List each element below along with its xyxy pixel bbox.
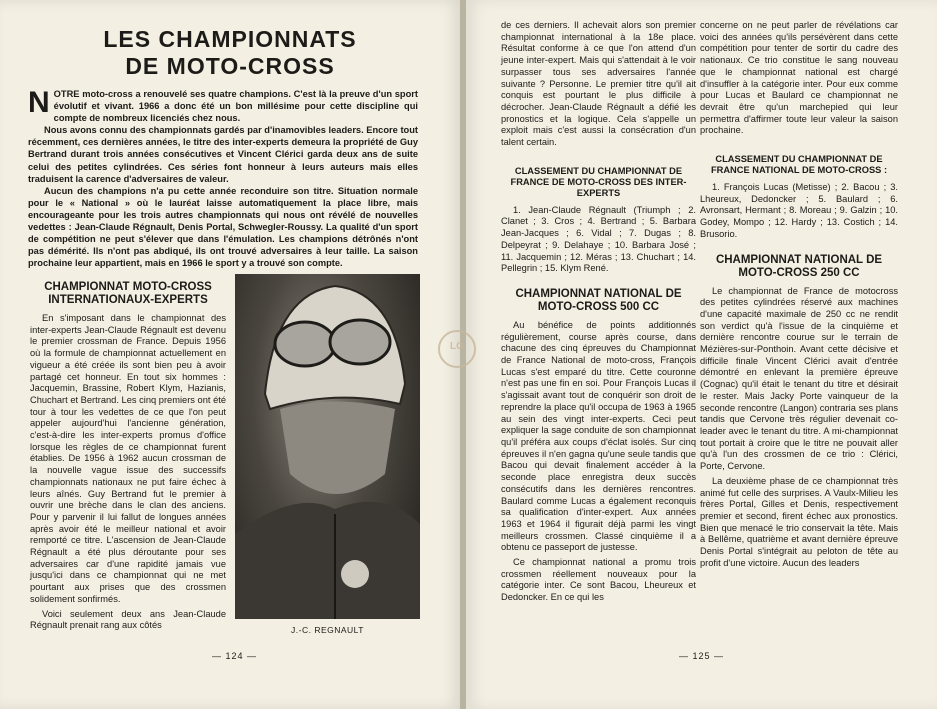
classement-inter-experts-heading: CLASSEMENT DU CHAMPIONNAT DE FRANCE DE MOTO-CROSS DES INTER-EXPERTS	[510, 165, 687, 198]
col1-paragraph-1: de ces derniers. Il achevait alors son premier championnat international à la 18e place. Résultat conforme à ce que l'on attend d'un jeune inter-expert. Mais qui s'attendait à le voir surpasser tous ses adversaires l'année suivante ? Personne. Le premier titre qu'il ait conquis est pourtant le plus difficile à décrocher. Jean-Claude Régnault a défié les pronostics et la logique. Cela s'appelle un exploit mais c'est aussi la consécration d'un talent certain.	[501, 20, 696, 148]
right-page	[466, 0, 937, 709]
intro-paragraph-2: Nous avons connu des championnats gardés par d'inamovibles leaders. Encore tout récemment, ces dernières années, le titre des inter-experts demeura la propriété de Guy Bertrand durant trois années consécutives et Vincent Clérici garda deux ans de suite celui des petites cylindrées. Ces séries font honneur à leurs auteurs mais elles traduisent la carence d'adversaires de valeur.	[28, 125, 418, 184]
page-number-right: — 125 —	[679, 651, 725, 661]
col2-paragraph-1: concerne on ne peut parler de révélations car voici des années qu'ils persévèrent dans cette compétition pour tenter de sortir du cadre des nationaux. Ce trio constitue le sang nouveau que le championnat national est chargé d'insuffler à la catégorie inter. Pour eux comme pour Lucas et Baulard ce championnat ne devrait être qu'un marchepied qui leur permettra d'affirmer toute leur valeur la saison prochaine.	[700, 20, 898, 136]
helmeted-rider-illustration	[235, 274, 420, 619]
national-500-heading: CHAMPIONNAT NATIONAL DE MOTO-CROSS 500 CC	[515, 287, 682, 313]
left-column	[30, 281, 226, 635]
section-paragraph-1: En s'imposant dans le championnat des inter-experts Jean-Claude Régnault est devenu le premier crossman de France. Depuis 1956 où la formule de championnat actuellement en vigueur a été créée ils sont bien peu à avoir partagé cet honneur. En tout six hommes : Jacquemin, Brassine, Robert Klym, Hazianis, Chuchart et Bertrand. Les cinq premiers ont été tour à tour les vedettes de ce que l'on peut appeler aujourd'hui l'ancienne génération, c'est-à-dire les inter-experts promus d'office lorsque les règles de ce championnat furent établies. De 1956 à 1962 aucun crossman de la nouvelle vague issue des successifs championnats nationaux ne put faire échec à leurs aînés. Guy Bertrand fut le premier à ouvrir une brèche dans le clan des anciens. Pour y parvenir il lui fallut de longues années après avoir été le meilleur national et avoir remporté ce titre. L'ascension de Jean-Claude Régnault a été plus déroutante pour ses adversaires car d'une rapidité jamais vue jusqu'ici dans ce championnat qui ne met pourtant aux prises que des crossmen solidement sonfirmés.	[30, 313, 226, 604]
library-stamp	[438, 330, 476, 368]
right-column-2	[700, 20, 898, 572]
intro-paragraph-1	[28, 88, 418, 124]
col1-paragraph-3: Ce championnat national a promu trois crossmen réellement nouveaux pour la catégorie inter. Ce sont Bacou, Lheureux et Dedoncker. En ce qui les	[501, 557, 696, 603]
stamp-text: LG	[450, 341, 464, 352]
classement-national-heading: CLASSEMENT DU CHAMPIONNAT DE FRANCE NATIONAL DE MOTO-CROSS :	[710, 154, 888, 176]
intro-text-1: OTRE moto-cross a renouvelé ses quatre champions. C'est là la preuve d'un sport évolutif et vivant. 1966 a donc été un bon millésime pour cette discipline qui compte de nombreux licenciés chez nous.	[53, 89, 418, 124]
col2-paragraph-3: La deuxième phase de ce championnat très animé fut celle des surprises. A Vaulx-Milieu les frères Portal, Gilles et Denis, respectivement premier et second, firent échec aux pronostics. Bien que menacé le trio conservait la tête. Mais à Bellême, quatrième et avant dernière épreuve Denis Portal s'intégrait au peloton de tête au profit d'une victoire. Aucun des leaders	[700, 475, 898, 568]
right-column-1	[501, 20, 696, 607]
section-paragraph-2: Voici seulement deux ans Jean-Claude Régnault prenait rang aux côtés	[30, 608, 226, 631]
page-number-left: — 124 —	[212, 651, 258, 661]
title-line-1: LES CHAMPIONNATS	[103, 26, 357, 52]
photo-caption: J.-C. REGNAULT	[291, 625, 364, 635]
classement-national-list: 1. François Lucas (Metisse) ; 2. Bacou ; 3. Lheureux, Dedoncker ; 5. Baulard ; 6. Avronsart, Hermant ; 8. Moreau ; 9. Galzin ; 10. Godey, Mompo ; 12. Hardy ; 13. Costich ; 14. Brusorio.	[700, 182, 898, 239]
col1-paragraph-2: Au bénéfice de points additionnés régulièrement, course après course, dans chacune des cinq épreuves du Championnat de France National de moto-cross, François Lucas s'est emparé du titre. Cette couronne n'est pas une fin en soi. Pour François Lucas il s'agissait avant tout de conquérir son droit de reprendre la place qu'il occupa de 1963 à 1965 au sein des vingt inter-experts. Ceci peut expliquer la sage conduite de son championnat qu'il préféra aux coups d'éclat isolés. Sur cinq épreuves il n'en gagna qu'une seule tandis que Bacou qui devait finalement accéder à la seconde place enregistra deux succès consécutifs dans les dernières rencontres. Baulard comme Lucas a également reconquis sa qualification d'inter-expert. Aux années 1963 et 1964 il figurait déjà parmi les vingt meilleurs crossmen. Classé cinquième il a obtenu ce passeport de justesse.	[501, 319, 696, 553]
drop-cap: N	[28, 86, 50, 119]
rider-photo	[235, 274, 420, 619]
classement-inter-experts-list: 1. Jean-Claude Régnault (Triumph ; 2. Clanet ; 3. Cros ; 4. Bertrand ; 5. Barbara Jean-Jacques ; 6. Vidal ; 7. Dugas ; 8. Delpeyrat ; 9. Delahaye ; 10. Barbara José ; 11. Jacquemin ; 12. Méras ; 13. Chuchart ; 14. Pellegrin ; 15. Klym René.	[501, 204, 696, 274]
col2-paragraph-2: Le championnat de France de motocross des petites cylindrées réservé aux machines d'une capacité maximale de 250 cc ne rendit son verdict qu'à l'issue de la cinquième et dernière rencontre courue sur le terrain de Mézières-sur-Ponthoin. Avant cette décisive et difficile finale Vincent Clérici avait d'entrée démontré en enlevant la première épreuve (Cognac) qu'il était le tenant du titre et désirait le rester. Mais Jacky Porte vainqueur de la seconde rencontre (Langon) contraria ses plans tandis que Cervone très régulier devenait co-leader avec le tenant du titre. A mi-championnat tout portait à croire que le titre ne pouvait aller qu'à l'un des crossmen de ce trio : Clérici, Porte, Cervone.	[700, 285, 898, 472]
intro-block	[28, 88, 418, 269]
section-heading-inter-experts: CHAMPIONNAT MOTO-CROSS INTERNATIONAUX-EXPERTS	[44, 281, 212, 306]
article-title	[60, 26, 400, 80]
national-250-heading: CHAMPIONNAT NATIONAL DE MOTO-CROSS 250 CC	[715, 253, 883, 279]
left-page	[0, 0, 462, 709]
intro-paragraph-3: Aucun des champions n'a pu cette année reconduire son titre. Situation normale pour le « National » où le lauréat laisse automatiquement la place libre, mais encourageante pour les trois autres championnats qui nous ont révélé de nouvelles vedettes : Jean-Claude Régnault, Denis Portal, Schwegler-Roussy. La qualité d'un sport de compétition ne peut s'élever que dans l'émulation. Les champions détrônés n'ont pas démérité. Ils n'ont pas abdiqué, ils ont trouvé adversaires à leur taille. La saison prochaine leur appartient, mais en 1966 le sport y a trouvé son compte.	[28, 185, 418, 269]
title-line-2: DE MOTO-CROSS	[125, 53, 335, 79]
